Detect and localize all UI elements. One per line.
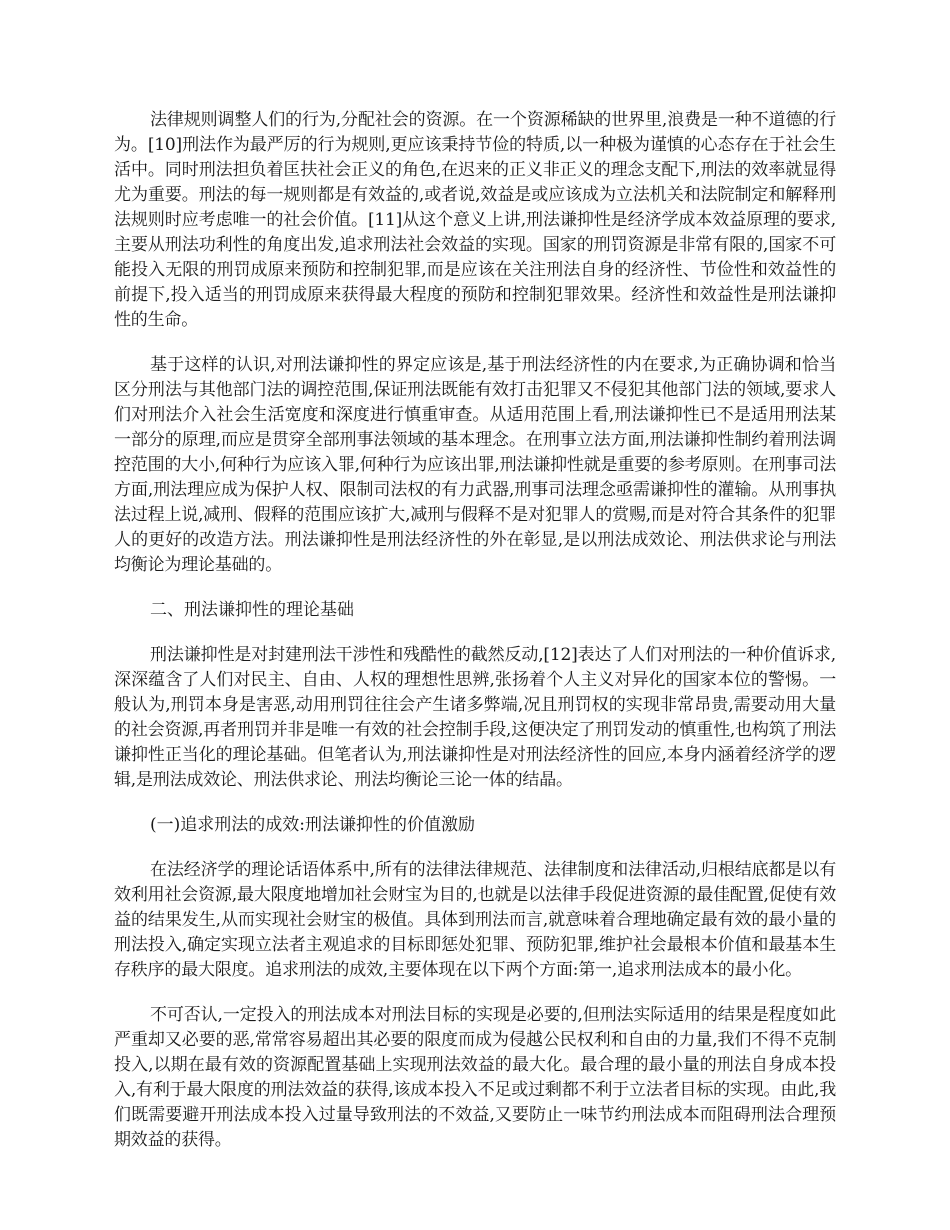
subsection-heading-efficacy: (一)追求刑法的成效:刑法谦抑性的价值激励 — [150, 815, 475, 835]
paragraph-definition: 基于这样的认识,对刑法谦抑性的界定应该是,基于刑法经济性的内在要求,为正确协调和恰当区分刑法与其他部门法的调控范围,保证刑法既能有效打击犯罪又不侵犯其他部门法的领域,要求人们对刑法介入社会生活宽度和深度进行慎重审查。从适用范围上看,刑法谦抑性已不是适用刑法某一部分的原理,而应是贯穿全部刑事法领域的基本理念。在刑事立法方面,刑法谦抑性制约着刑法调控范围的大小,何种行为应该入罪,何种行为应该出罪,刑法谦抑性就是重要的参考原则。在刑事司法方面,刑法理应成为保护人权、限制司法权的有力武器,刑事司法理念亟需谦抑性的灌输。从刑事执法过程上说,减刑、假释的范围应该扩大,减刑与假释不是对犯罪人的赏赐,而是对符合其条件的犯罪人的更好的改造方法。刑法谦抑性是刑法经济性的外在彰显,是以刑法成效论、刑法供求论与刑法均衡论为理论基础的。 — [114, 355, 836, 575]
paragraph-law-economics: 在法经济学的理论话语体系中,所有的法律法律规范、法律制度和法律活动,归根结底都是以有效利用社会资源,最大限度地增加社会财宝为目的,也就是以法律手段促进资源的最佳配置,促使有效益的结果发生,从而实现社会财宝的极值。具体到刑法而言,就意味着合理地确定最有效的最小量的刑法投入,确定实现立法者主观追求的目标即惩处犯罪、预防犯罪,维护社会最根本价值和最基本生存秩序的最大限度。追求刑法的成效,主要体现在以下两个方面:第一,追求刑法成本的最小化。 — [114, 860, 836, 980]
paragraph-theory-basis: 刑法谦抑性是对封建刑法干涉性和残酷性的截然反动,[12]表达了人们对刑法的一种价值诉求,深深蕴含了人们对民主、自由、人权的理想性思辨,张扬着个人主义对异化的国家本位的警惕。一般认为,刑罚本身是害恶,动用刑罚往往会产生诸多弊端,况且刑罚权的实现非常昂贵,需要动用大量的社会资源,再者刑罚并非是唯一有效的社会控制手段,这便决定了刑罚发动的慎重性,也构筑了刑法谦抑性正当化的理论基础。但笔者认为,刑法谦抑性是对刑法经济性的回应,本身内涵着经济学的逻辑,是刑法成效论、刑法供求论、刑法均衡论三论一体的结晶。 — [114, 645, 836, 790]
document-page — [114, 108, 836, 1173]
paragraph-legal-rules: 法律规则调整人们的行为,分配社会的资源。在一个资源稀缺的世界里,浪费是一种不道德的行为。[10]刑法作为最严厉的行为规则,更应该秉持节俭的特质,以一种极为谨慎的心态存在于社会生活中。同时刑法担负着匡扶社会正义的角色,在迟来的正义非正义的理念支配下,刑法的效率就显得尤为重要。刑法的每一规则都是有效益的,或者说,效益是或应该成为立法机关和法院制定和解释刑法规则时应考虑唯一的社会价值。[11]从这个意义上讲,刑法谦抑性是经济学成本效益原理的要求,主要从刑法功利性的角度出发,追求刑法社会效益的实现。国家的刑罚资源是非常有限的,国家不可能投入无限的刑罚成原来预防和控制犯罪,而是应该在关注刑法自身的经济性、节俭性和效益性的前提下,投入适当的刑罚成原来获得最大程度的预防和控制犯罪效果。经济性和效益性是刑法谦抑性的生命。 — [114, 110, 836, 330]
paragraph-cost-input: 不可否认,一定投入的刑法成本对刑法目标的实现是必要的,但刑法实际适用的结果是程度如此严重却又必要的恶,常常容易超出其必要的限度而成为侵越公民权利和自由的力量,我们不得不克制投入,以期在最有效的资源配置基础上实现刑法效益的最大化。最合理的最小量的刑法自身成本投入,有利于最大限度的刑法效益的获得,该成本投入不足或过剩都不利于立法者目标的实现。由此,我们既需要避开刑法成本投入过量导致刑法的不效益,又要防止一味节约刑法成本而阻碍刑法合理预期效益的获得。 — [114, 1005, 836, 1150]
section-heading-theory-basis: 二、刑法谦抑性的理论基础 — [150, 600, 354, 620]
